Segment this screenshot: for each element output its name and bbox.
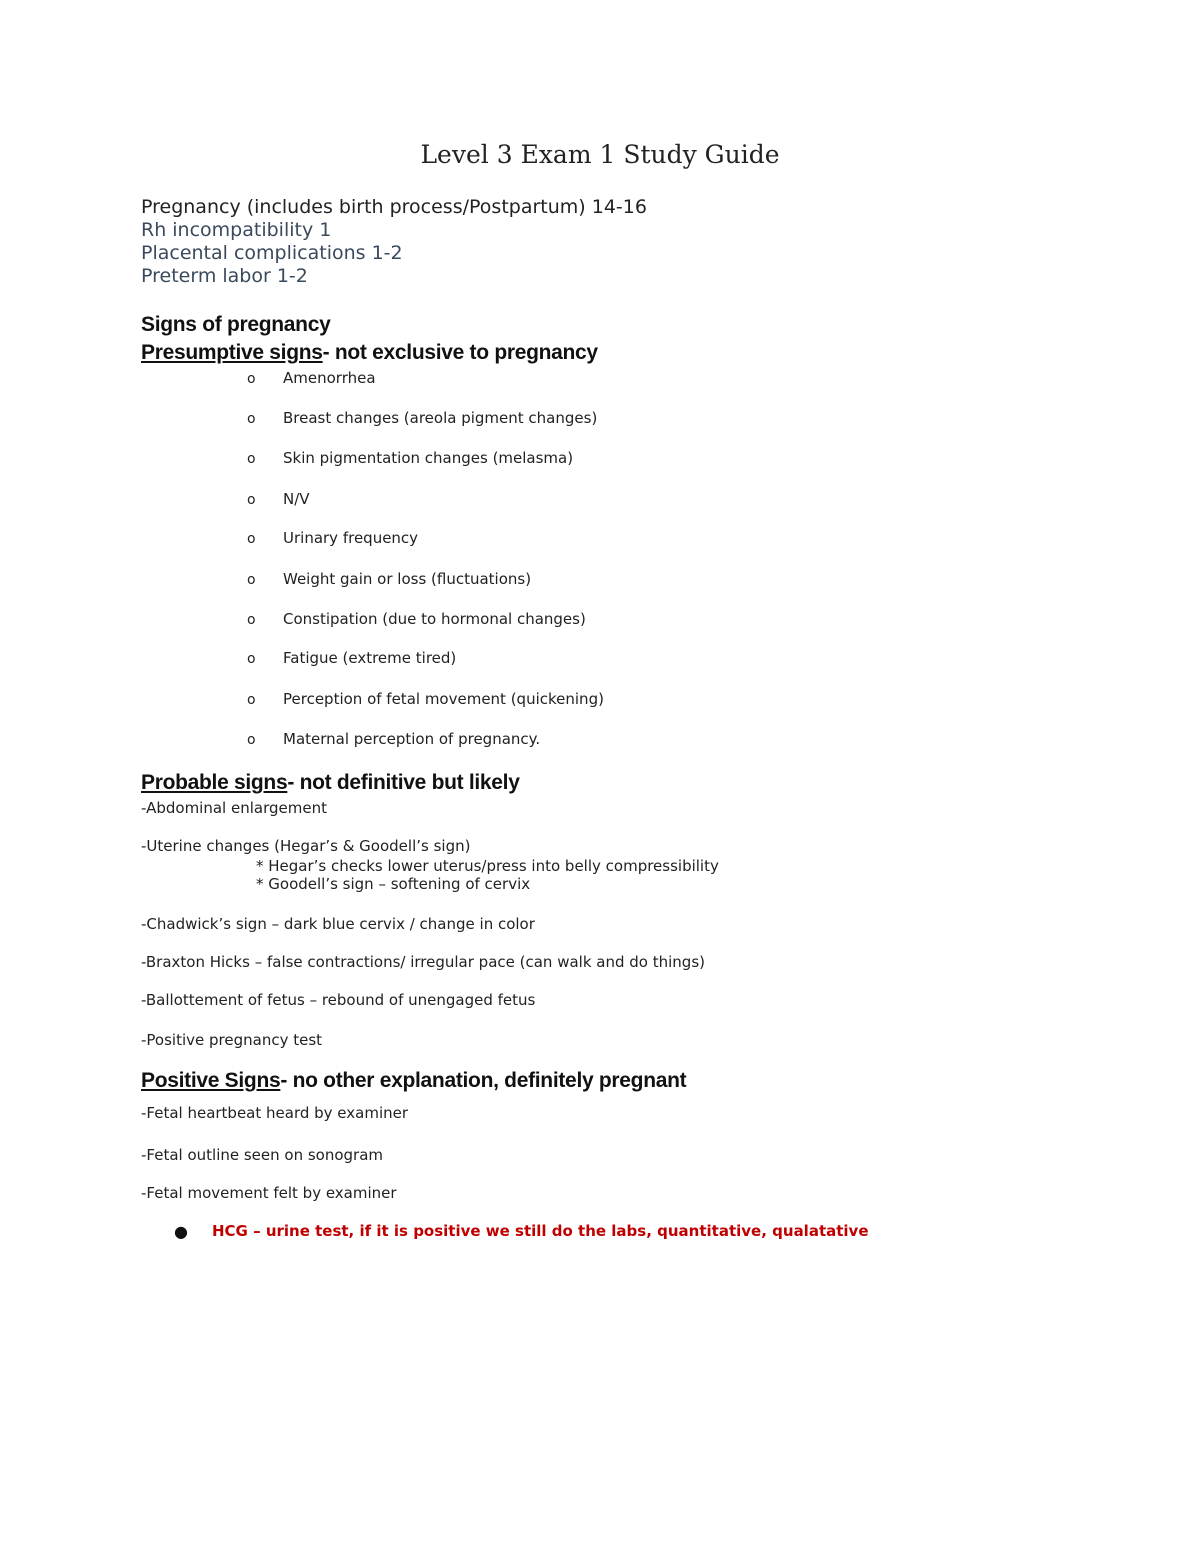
text-line: -Braxton Hicks – false contractions/ irregular pace (can walk and do things) [141,953,705,971]
text-line: -Abdominal enlargement [141,799,327,817]
page-title: Level 3 Exam 1 Study Guide [420,140,780,169]
positive-desc: - no other explanation, definitely pregnant [280,1069,687,1092]
text-line: -Fetal outline seen on sonogram [141,1146,384,1164]
list-bullet: o [247,531,256,547]
probable-label: Probable signs [141,771,288,794]
list-item: Maternal perception of pregnancy. [283,730,541,748]
list-bullet: o [247,732,256,748]
text-subline: * Hegar’s checks lower uterus/press into belly compressibility [256,857,719,875]
topic-line: Placental complications 1-2 [141,242,403,264]
positive-heading [141,1069,686,1093]
list-bullet: o [247,371,256,387]
hcg-note: HCG – urine test, if it is positive we still do the labs, quantitative, qualatative [212,1222,869,1240]
list-item: Amenorrhea [283,369,376,387]
text-line: -Positive pregnancy test [141,1031,323,1049]
text-line: -Uterine changes (Hegar’s & Goodell’s sign) [141,837,471,855]
text-line: -Chadwick’s sign – dark blue cervix / change in color [141,915,535,933]
list-item: Skin pigmentation changes (melasma) [283,449,574,467]
list-item: Urinary frequency [283,529,419,547]
text-subline: * Goodell’s sign – softening of cervix [256,875,531,893]
text-line: -Fetal heartbeat heard by examiner [141,1104,409,1122]
list-item: Constipation (due to hormonal changes) [283,610,586,628]
bullet-dot-icon: ● [174,1222,188,1241]
list-item: Weight gain or loss (fluctuations) [283,570,532,588]
list-item: Breast changes (areola pigment changes) [283,409,598,427]
signs-heading: Signs of pregnancy [141,313,331,336]
list-item: N/V [283,490,310,508]
text-line: -Ballottement of fetus – rebound of unengaged fetus [141,991,536,1009]
list-bullet: o [247,692,256,708]
topic-line: Pregnancy (includes birth process/Postpartum) 14-16 [141,196,647,218]
probable-desc: - not definitive but likely [287,771,520,794]
list-bullet: o [247,411,256,427]
text-line: -Fetal movement felt by examiner [141,1184,397,1202]
list-bullet: o [247,572,256,588]
list-bullet: o [247,612,256,628]
list-bullet: o [247,492,256,508]
list-bullet: o [247,651,256,667]
list-bullet: o [247,451,256,467]
probable-heading [141,771,520,795]
positive-label: Positive Signs [141,1069,281,1092]
presumptive-desc: - not exclusive to pregnancy [322,341,598,364]
presumptive-label: Presumptive signs [141,341,323,364]
list-item: Perception of fetal movement (quickening) [283,690,604,708]
presumptive-heading [141,341,598,365]
topic-line: Preterm labor 1-2 [141,265,308,287]
topic-line: Rh incompatibility 1 [141,219,332,241]
list-item: Fatigue (extreme tired) [283,649,457,667]
